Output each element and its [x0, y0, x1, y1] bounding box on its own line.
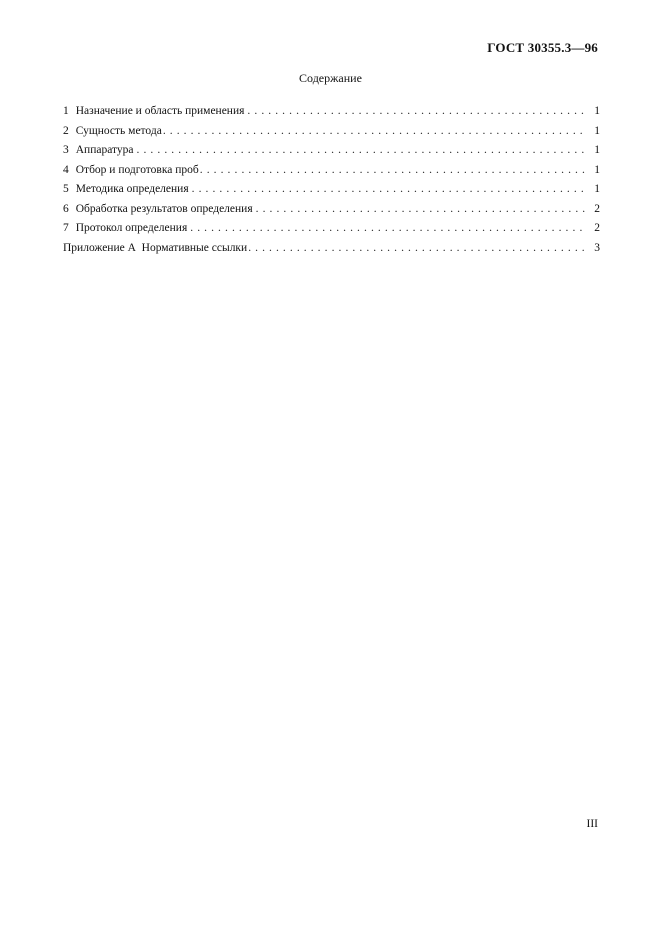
toc-entry-label: Обработка результатов определения [75, 202, 253, 215]
toc-entry-label: Отбор и подготовка проб [75, 163, 199, 176]
toc-entry-7[interactable] [63, 219, 600, 239]
dot-leader [248, 239, 586, 259]
toc-entry-page: 1 [594, 183, 600, 195]
toc-entry-number: 6 [63, 202, 69, 215]
dot-leader [256, 200, 586, 220]
dot-leader [200, 161, 586, 181]
toc-entry-3[interactable] [63, 141, 600, 161]
toc-entry-2[interactable] [63, 122, 600, 142]
toc-entry-number: 1 [63, 105, 69, 117]
toc-entry-number: 3 [63, 144, 69, 156]
toc-entry-6[interactable] [63, 200, 600, 220]
toc-entry-appendix-a[interactable] [63, 239, 600, 259]
toc-entry-5[interactable] [63, 180, 600, 200]
toc-entry-number: 7 [63, 222, 69, 234]
toc-entry-page: 1 [594, 163, 600, 176]
toc-entry-label: Сущность метода [75, 124, 162, 137]
table-of-contents [63, 102, 600, 258]
toc-entry-4[interactable] [63, 161, 600, 181]
toc-title: Содержание [299, 71, 362, 85]
toc-entry-label: Аппаратура [75, 144, 134, 156]
toc-entry-label: Назначение и область применения [75, 105, 245, 117]
dot-leader [190, 219, 586, 239]
toc-entry-page: 2 [594, 202, 600, 215]
toc-entry-1[interactable] [63, 102, 600, 122]
toc-entry-page: 3 [594, 241, 600, 254]
toc-entry-label: Протокол определения [75, 222, 188, 234]
toc-entry-number: 5 [63, 183, 69, 195]
toc-entry-number: 2 [63, 124, 69, 137]
toc-entry-page: 1 [594, 105, 600, 117]
toc-entry-label: Методика определения [75, 183, 189, 195]
dot-leader [247, 102, 586, 122]
toc-entry-page: 1 [594, 124, 600, 137]
dot-leader [163, 122, 586, 142]
document-code: ГОСТ 30355.3—96 [487, 40, 598, 55]
toc-entry-page: 1 [594, 144, 600, 156]
dot-leader [192, 180, 586, 200]
toc-entry-page: 2 [594, 222, 600, 234]
page-number: III [586, 818, 598, 830]
dot-leader [137, 141, 586, 161]
toc-entry-label: Приложение А Нормативные ссылки [63, 241, 248, 254]
toc-entry-number: 4 [63, 163, 69, 176]
